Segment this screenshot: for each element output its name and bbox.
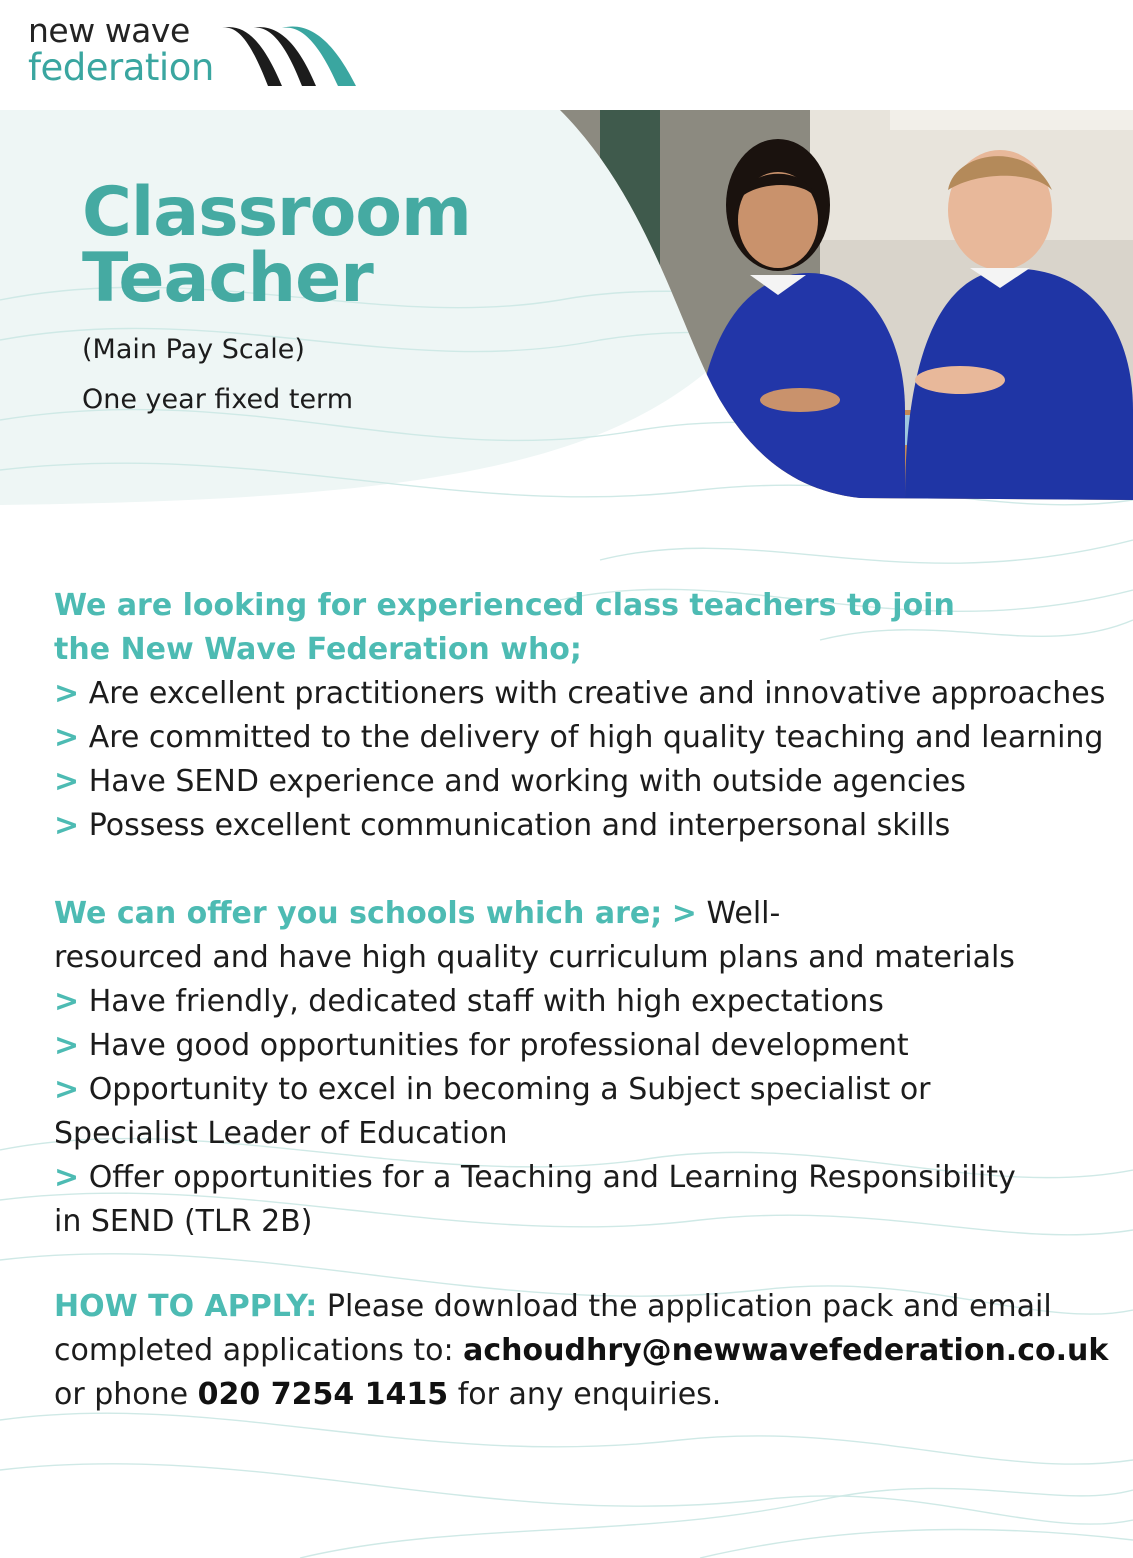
chevron-right-icon: > <box>54 764 80 799</box>
contract-term: One year fixed term <box>82 384 353 415</box>
list-item <box>54 804 1124 848</box>
chevron-right-icon: > <box>54 1160 80 1195</box>
federation-logo <box>28 11 358 94</box>
offer-item1-part1: Well- <box>706 896 781 931</box>
apply-phone[interactable]: 020 7254 1415 <box>197 1377 449 1412</box>
chevron-right-icon: > <box>54 676 80 711</box>
list-item-text: Have friendly, dedicated staff with high expectations <box>88 984 884 1019</box>
logo-wordmark <box>28 11 214 89</box>
list-item-text: Opportunity to excel in becoming a Subject specialist or <box>88 1072 931 1107</box>
classroom-photo <box>560 110 1133 500</box>
apply-label: HOW TO APPLY: <box>54 1289 318 1324</box>
list-item-text: Have SEND experience and working with outside agencies <box>88 764 966 799</box>
chevron-right-icon: > <box>54 720 80 755</box>
offer-heading-line <box>54 892 1124 936</box>
chevron-right-icon: > <box>54 808 80 843</box>
offer-section <box>54 892 1124 1244</box>
list-item-continued: Specialist Leader of Education <box>54 1116 508 1151</box>
list-item <box>54 1024 1124 1068</box>
chevron-right-icon: > <box>671 896 697 931</box>
list-item <box>54 1068 1124 1112</box>
offer-heading: We can offer you schools which are; <box>54 896 663 931</box>
list-item <box>54 672 1124 716</box>
apply-line1 <box>54 1285 1124 1329</box>
looking-for-heading-line1: We are looking for experienced class teachers to join <box>54 588 955 623</box>
looking-for-heading-line2: the New Wave Federation who; <box>54 632 582 667</box>
list-item <box>54 1156 1124 1200</box>
apply-text4: for any enquiries. <box>457 1377 722 1412</box>
list-item <box>54 980 1124 1024</box>
logo-line1: new wave <box>28 11 190 50</box>
job-title-line1: Classroom <box>82 173 471 252</box>
apply-line3 <box>54 1373 1124 1417</box>
list-item-text: Offer opportunities for a Teaching and Learning Responsibility <box>88 1160 1016 1195</box>
how-to-apply-section <box>54 1285 1124 1417</box>
apply-email-link[interactable]: achoudhry@newwavefederation.co.uk <box>463 1333 1109 1368</box>
logo-line2: federation <box>28 46 214 89</box>
apply-line2 <box>54 1329 1124 1373</box>
looking-for-section <box>54 584 1124 848</box>
apply-text2: completed applications to: <box>54 1333 454 1368</box>
list-item-text: Are committed to the delivery of high quality teaching and learning <box>88 720 1104 755</box>
offer-item1-part2: resourced and have high quality curriculum plans and materials <box>54 940 1015 975</box>
wave-logo-icon <box>218 20 358 92</box>
chevron-right-icon: > <box>54 984 80 1019</box>
apply-text1: Please download the application pack and email <box>326 1289 1052 1324</box>
chevron-right-icon: > <box>54 1072 80 1107</box>
pay-scale: (Main Pay Scale) <box>82 334 305 365</box>
list-item-text: Possess excellent communication and interpersonal skills <box>88 808 951 843</box>
list-item-text: Are excellent practitioners with creative and innovative approaches <box>88 676 1106 711</box>
job-title-line2: Teacher <box>82 239 373 318</box>
chevron-right-icon: > <box>54 1028 80 1063</box>
list-item-text: Have good opportunities for professional development <box>88 1028 909 1063</box>
job-title <box>82 173 471 318</box>
list-item <box>54 716 1124 760</box>
list-item-continued: in SEND (TLR 2B) <box>54 1204 313 1239</box>
list-item <box>54 760 1124 804</box>
apply-text3: or phone <box>54 1377 189 1412</box>
